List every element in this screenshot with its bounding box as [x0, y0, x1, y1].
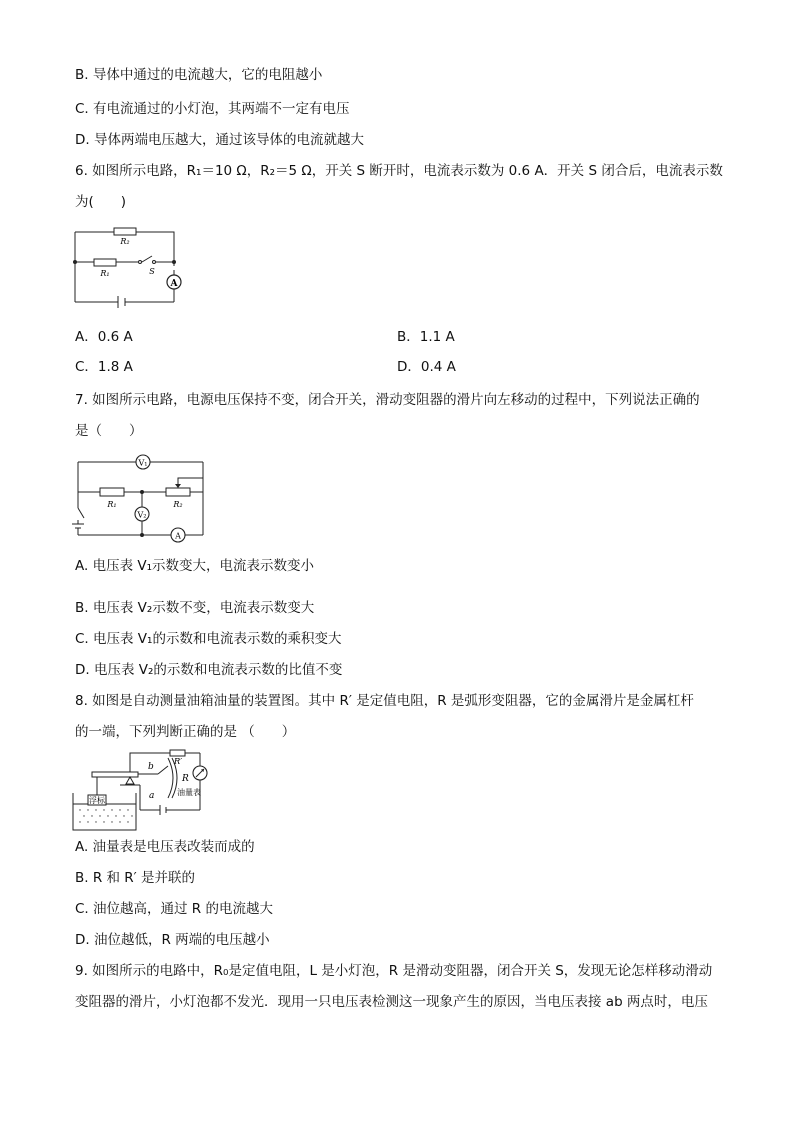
q7-option-a: A. 电压表 V₁示数变大，电流表示数变小	[75, 558, 315, 574]
q8-option-d: D. 油位越低，R 两端的电压越小	[75, 932, 270, 948]
q8-option-a: A. 油量表是电压表改装而成的	[75, 839, 255, 855]
q6-stem-line1: 6. 如图所示电路，R₁＝10 Ω，R₂＝5 Ω，开关 S 断开时，电流表示数为 0.6 A．开关 S 闭合后，电流表示数	[75, 163, 723, 179]
q8-b-label: b	[148, 762, 154, 772]
q6-option-a: A．0.6 A	[75, 329, 133, 345]
q6-stem-line2: 为( )	[75, 194, 127, 210]
q9-stem-line1: 9. 如图所示的电路中，R₀是定值电阻，L 是小灯泡，R 是滑动变阻器，闭合开关 S，发现无论怎样移动滑动	[75, 963, 713, 979]
q5-option-d: D. 导体两端电压越大，通过该导体的电流就越大	[75, 132, 364, 148]
q7-ammeter-label: A	[175, 531, 181, 541]
q7-circuit-diagram	[70, 450, 210, 545]
q6-circuit-diagram	[70, 222, 200, 310]
q8-rprime-label: R′	[173, 757, 183, 767]
q8-oil-gauge-diagram	[70, 748, 225, 833]
q7-r1-label: R₁	[107, 500, 117, 509]
q6-ammeter-label: A	[170, 279, 178, 289]
q7-v2-label: V₂	[137, 510, 147, 520]
q5-option-b: B. 导体中通过的电流越大，它的电阻越小	[75, 67, 323, 83]
q6-option-c: C．1.8 A	[75, 359, 133, 375]
q7-stem-line1: 7. 如图所示电路，电源电压保持不变，闭合开关，滑动变阻器的滑片向左移动的过程中，下列说法正确的	[75, 392, 700, 408]
q8-meter-label: 油量表	[177, 788, 201, 797]
q5-option-c: C. 有电流通过的小灯泡，其两端不一定有电压	[75, 101, 350, 117]
q8-option-c: C. 油位越高，通过 R 的电流越大	[75, 901, 273, 917]
q7-option-b: B. 电压表 V₂示数不变，电流表示数变大	[75, 600, 315, 616]
q8-stem-line1: 8. 如图是自动测量油箱油量的装置图。其中 R′ 是定值电阻，R 是弧形变阻器，它的金属滑片是金属杠杆	[75, 693, 694, 709]
q7-r2-label: R₂	[173, 500, 183, 509]
q7-stem-line2: 是（ ）	[75, 423, 143, 439]
q8-a-label: a	[149, 791, 155, 801]
q7-option-d: D. 电压表 V₂的示数和电流表示数的比值不变	[75, 662, 343, 678]
q6-option-b: B．1.1 A	[397, 329, 455, 345]
q6-r1-label: R₁	[100, 269, 110, 278]
q7-option-c: C. 电压表 V₁的示数和电流表示数的乘积变大	[75, 631, 342, 647]
q8-option-b: B. R 和 R′ 是并联的	[75, 870, 196, 886]
q7-v1-label: V₁	[138, 458, 148, 468]
q9-stem-line2: 变阻器的滑片，小灯泡都不发光．现用一只电压表检测这一现象产生的原因，当电压表接 ab 两点时，电压	[75, 994, 708, 1010]
q6-option-d: D．0.4 A	[397, 359, 456, 375]
q8-float-label: 浮标	[89, 796, 105, 805]
q6-switch-label: S	[149, 267, 155, 276]
q8-r-label: R	[182, 774, 189, 784]
q8-stem-line2: 的一端，下列判断正确的是 （ ）	[75, 724, 296, 740]
q6-r2-label: R₂	[120, 237, 130, 246]
